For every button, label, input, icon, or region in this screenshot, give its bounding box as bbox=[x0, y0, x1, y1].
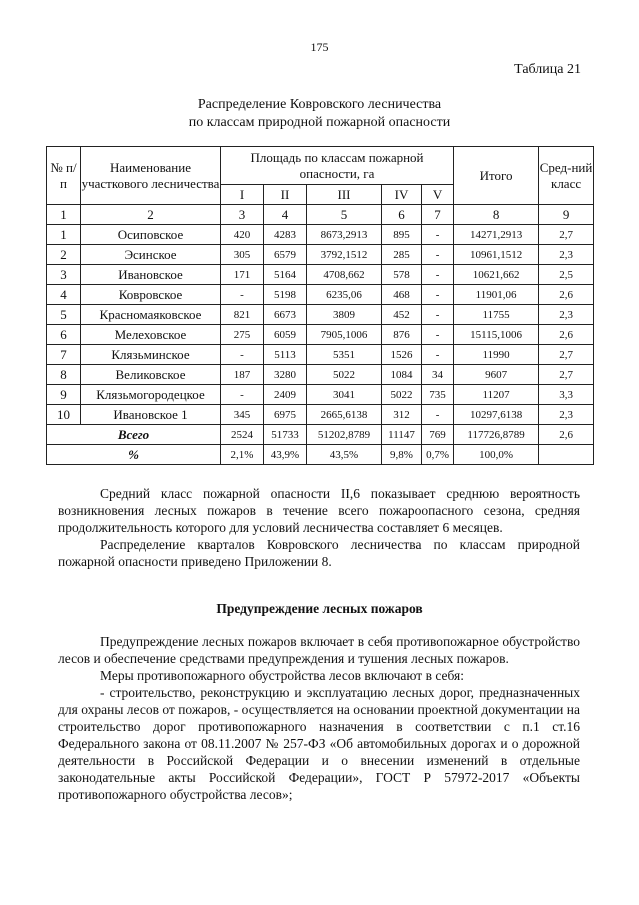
cell-avg: 2,7 bbox=[539, 365, 594, 385]
cell-avg: 2,3 bbox=[539, 245, 594, 265]
cell-c3: 7905,1006 bbox=[307, 325, 382, 345]
cell-c1: 821 bbox=[221, 305, 264, 325]
cell-c1: 275 bbox=[221, 325, 264, 345]
cell-avg: 2,5 bbox=[539, 265, 594, 285]
forestry-name: Клязьмогородецкое bbox=[81, 385, 221, 405]
cell-total: 11990 bbox=[454, 345, 539, 365]
cell-c4: 1526 bbox=[382, 345, 422, 365]
forestry-name: Красномаяковское bbox=[81, 305, 221, 325]
column-number: 8 bbox=[454, 205, 539, 225]
header-num: № п/п bbox=[47, 147, 81, 205]
body-text-1 bbox=[58, 485, 580, 570]
cell-c1: 171 bbox=[221, 265, 264, 285]
forestry-name: Мелеховское bbox=[81, 325, 221, 345]
cell-c2: 51733 bbox=[264, 425, 307, 445]
cell-c5: - bbox=[422, 265, 454, 285]
table-title-line-2: по классам природной пожарной опасности bbox=[188, 115, 451, 130]
column-number: 4 bbox=[264, 205, 307, 225]
cell-c3: 43,5% bbox=[307, 445, 382, 465]
table-title bbox=[0, 96, 639, 132]
cell-c2: 6673 bbox=[264, 305, 307, 325]
cell-avg: 2,6 bbox=[539, 425, 594, 445]
cell-c5: - bbox=[422, 245, 454, 265]
cell-c1: 2524 bbox=[221, 425, 264, 445]
cell-c3: 4708,662 bbox=[307, 265, 382, 285]
fire-class-table bbox=[46, 146, 594, 465]
forestry-name: Осиповское bbox=[81, 225, 221, 245]
cell-c5: 0,7% bbox=[422, 445, 454, 465]
cell-c2: 2409 bbox=[264, 385, 307, 405]
cell-total: 9607 bbox=[454, 365, 539, 385]
cell-c5: - bbox=[422, 345, 454, 365]
cell-c2: 4283 bbox=[264, 225, 307, 245]
row-number: 4 bbox=[47, 285, 81, 305]
column-number: 3 bbox=[221, 205, 264, 225]
row-number: 2 bbox=[47, 245, 81, 265]
cell-avg: 2,6 bbox=[539, 325, 594, 345]
row-number: 5 bbox=[47, 305, 81, 325]
table-row bbox=[47, 385, 594, 405]
cell-c4: 578 bbox=[382, 265, 422, 285]
cell-c4: 468 bbox=[382, 285, 422, 305]
cell-c2: 5113 bbox=[264, 345, 307, 365]
cell-c4: 876 bbox=[382, 325, 422, 345]
cell-total: 11901,06 bbox=[454, 285, 539, 305]
cell-total: 11755 bbox=[454, 305, 539, 325]
row-number: 9 bbox=[47, 385, 81, 405]
cell-c3: 51202,8789 bbox=[307, 425, 382, 445]
table-row bbox=[47, 365, 594, 385]
cell-avg: 2,3 bbox=[539, 405, 594, 425]
table-row bbox=[47, 225, 594, 245]
cell-c4: 1084 bbox=[382, 365, 422, 385]
percent-row bbox=[47, 445, 594, 465]
table-row bbox=[47, 325, 594, 345]
column-number: 6 bbox=[382, 205, 422, 225]
cell-c1: 345 bbox=[221, 405, 264, 425]
cell-c2: 5164 bbox=[264, 265, 307, 285]
header-area: Площадь по классам пожарной опасности, га bbox=[221, 147, 454, 185]
cell-c4: 11147 bbox=[382, 425, 422, 445]
table-title-line-1: Распределение Ковровского лесничества bbox=[197, 97, 442, 112]
cell-avg: 2,3 bbox=[539, 305, 594, 325]
row-number: 6 bbox=[47, 325, 81, 345]
row-number: 1 bbox=[47, 225, 81, 245]
table-row bbox=[47, 305, 594, 325]
header-avg: Сред-ний класс bbox=[539, 147, 594, 205]
table-row bbox=[47, 285, 594, 305]
paragraph-roads: - строительство, реконструкцию и эксплуатацию лесных дорог, предназначенных для охраны лесов от пожаров, - осуществляется на основании проектной документации на строительство дорог противопожарного назначения в соответствии с п.1 ст.16 Федерального закона от 08.11.2007 № 257-ФЗ «Об автомобильных дорогах и о дорожной деятельности в Российской Федерации и о внесении изменений в отдельные законодательные акты Российской Федерации», ГОСТ Р 57972-2017 «Объекты противопожарного обустройства лесов»; bbox=[58, 685, 580, 802]
cell-c3: 2665,6138 bbox=[307, 405, 382, 425]
header-class-5: V bbox=[422, 185, 454, 205]
cell-c3: 8673,2913 bbox=[307, 225, 382, 245]
header-class-4: IV bbox=[382, 185, 422, 205]
forestry-name: Ивановское 1 bbox=[81, 405, 221, 425]
cell-avg bbox=[539, 445, 594, 465]
table-row bbox=[47, 265, 594, 285]
header-class-1: I bbox=[221, 185, 264, 205]
page-number: 175 bbox=[310, 40, 329, 54]
cell-c5: 769 bbox=[422, 425, 454, 445]
cell-c4: 895 bbox=[382, 225, 422, 245]
paragraph-measures: Меры противопожарного обустройства лесов включают в себя: bbox=[100, 668, 464, 683]
column-numbers-row bbox=[47, 205, 594, 225]
cell-avg: 2,6 bbox=[539, 285, 594, 305]
column-number: 2 bbox=[81, 205, 221, 225]
cell-c5: - bbox=[422, 285, 454, 305]
cell-c1: 420 bbox=[221, 225, 264, 245]
cell-total: 10961,1512 bbox=[454, 245, 539, 265]
row-number: 8 bbox=[47, 365, 81, 385]
cell-total: 11207 bbox=[454, 385, 539, 405]
column-number: 1 bbox=[47, 205, 81, 225]
cell-c3: 3792,1512 bbox=[307, 245, 382, 265]
cell-avg: 2,7 bbox=[539, 345, 594, 365]
cell-c4: 9,8% bbox=[382, 445, 422, 465]
cell-total: 117726,8789 bbox=[454, 425, 539, 445]
row-label: Всего bbox=[47, 425, 221, 445]
header-class-2: II bbox=[264, 185, 307, 205]
column-number: 5 bbox=[307, 205, 382, 225]
row-number: 10 bbox=[47, 405, 81, 425]
cell-c3: 5351 bbox=[307, 345, 382, 365]
table-row bbox=[47, 245, 594, 265]
column-number: 9 bbox=[539, 205, 594, 225]
section-heading: Предупреждение лесных пожаров bbox=[216, 601, 423, 616]
cell-total: 10297,6138 bbox=[454, 405, 539, 425]
cell-c4: 5022 bbox=[382, 385, 422, 405]
forestry-name: Ковровское bbox=[81, 285, 221, 305]
paragraph-appendix: Распределение кварталов Ковровского лесничества по классам природной пожарной опасности приведено Приложении 8. bbox=[58, 537, 580, 569]
cell-c5: - bbox=[422, 225, 454, 245]
column-number: 7 bbox=[422, 205, 454, 225]
forestry-name: Эсинское bbox=[81, 245, 221, 265]
row-label: % bbox=[47, 445, 221, 465]
cell-c2: 5198 bbox=[264, 285, 307, 305]
cell-c1: - bbox=[221, 385, 264, 405]
paragraph-prevention: Предупреждение лесных пожаров включает в себя противопожарное обустройство лесов и обеспечение средствами предупреждения и тушения лесных пожаров. bbox=[58, 634, 580, 666]
header-name: Наименование участкового лесничества bbox=[81, 147, 221, 205]
table-row bbox=[47, 345, 594, 365]
cell-c2: 6975 bbox=[264, 405, 307, 425]
cell-c3: 3041 bbox=[307, 385, 382, 405]
forestry-name: Ивановское bbox=[81, 265, 221, 285]
cell-c4: 452 bbox=[382, 305, 422, 325]
cell-c2: 3280 bbox=[264, 365, 307, 385]
paragraph-avg-class: Средний класс пожарной опасности II,6 показывает среднюю вероятность возникновения лесных пожаров в течение всего пожароопасного сезона, средняя продолжительность которого для условий лесничества составляет 6 месяцев. bbox=[58, 486, 580, 535]
cell-c5: - bbox=[422, 305, 454, 325]
cell-c5: - bbox=[422, 405, 454, 425]
forestry-name: Великовское bbox=[81, 365, 221, 385]
header-total: Итого bbox=[454, 147, 539, 205]
cell-c5: - bbox=[422, 325, 454, 345]
table-label: Таблица 21 bbox=[514, 62, 581, 77]
table-row bbox=[47, 405, 594, 425]
row-number: 3 bbox=[47, 265, 81, 285]
cell-c1: 2,1% bbox=[221, 445, 264, 465]
cell-total: 10621,662 bbox=[454, 265, 539, 285]
cell-c4: 285 bbox=[382, 245, 422, 265]
cell-c3: 6235,06 bbox=[307, 285, 382, 305]
cell-c5: 34 bbox=[422, 365, 454, 385]
cell-c1: 187 bbox=[221, 365, 264, 385]
cell-c2: 6579 bbox=[264, 245, 307, 265]
cell-c4: 312 bbox=[382, 405, 422, 425]
cell-total: 100,0% bbox=[454, 445, 539, 465]
cell-c5: 735 bbox=[422, 385, 454, 405]
cell-avg: 3,3 bbox=[539, 385, 594, 405]
cell-total: 15115,1006 bbox=[454, 325, 539, 345]
cell-c2: 43,9% bbox=[264, 445, 307, 465]
body-text-2 bbox=[58, 633, 580, 803]
cell-c3: 5022 bbox=[307, 365, 382, 385]
cell-avg: 2,7 bbox=[539, 225, 594, 245]
cell-c1: 305 bbox=[221, 245, 264, 265]
cell-c3: 3809 bbox=[307, 305, 382, 325]
cell-c2: 6059 bbox=[264, 325, 307, 345]
cell-c1: - bbox=[221, 345, 264, 365]
cell-total: 14271,2913 bbox=[454, 225, 539, 245]
forestry-name: Клязьминское bbox=[81, 345, 221, 365]
cell-c1: - bbox=[221, 285, 264, 305]
total-row bbox=[47, 425, 594, 445]
header-class-3: III bbox=[307, 185, 382, 205]
row-number: 7 bbox=[47, 345, 81, 365]
